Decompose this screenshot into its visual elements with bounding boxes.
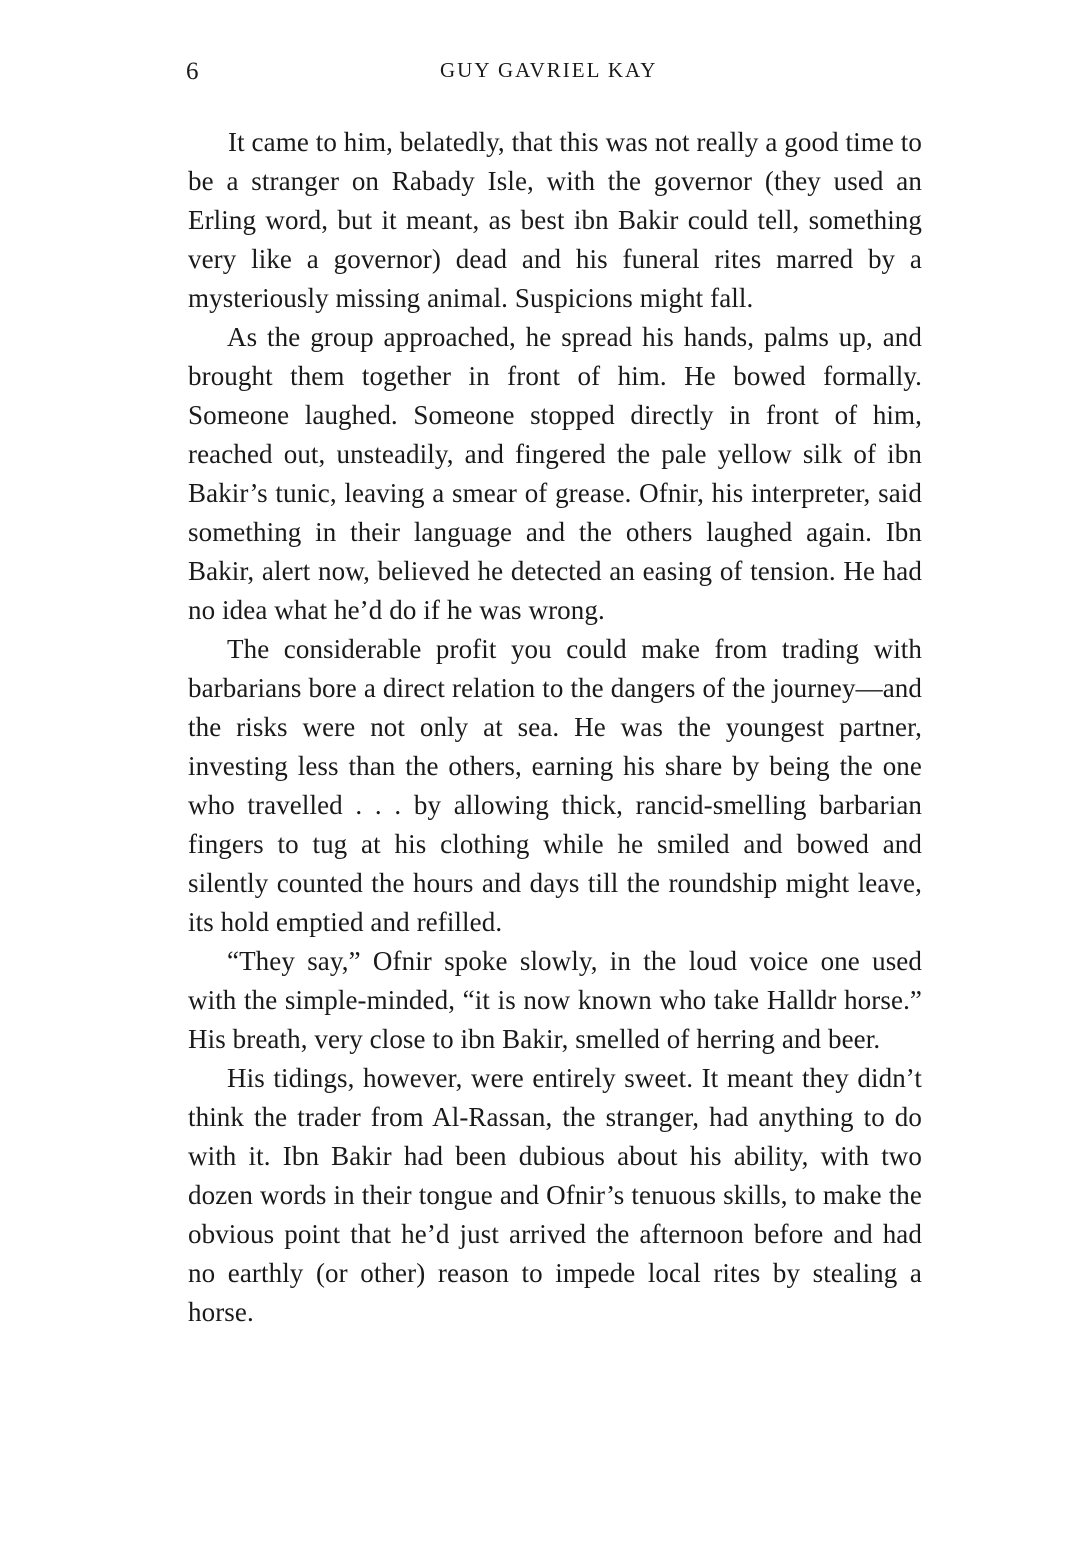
paragraph: “They say,” Ofnir spoke slowly, in the loud voice one used with the simple-minded, “it is now known who take Halldr horse.” His breath, very close to ibn Bakir, smelled of herring and beer. bbox=[188, 946, 922, 1054]
paragraph: His tidings, however, were entirely sweet. It meant they didn’t think the trader from Al-Rassan, the stranger, had anything to do with it. Ibn Bakir had been dubious about his ability, with two dozen words in their tongue and Ofnir’s tenuous skills, to make the obvious point that he’d just arrived the afternoon before and had no earthly (or other) reason to impede local rites by stealing a horse. bbox=[188, 1063, 922, 1327]
paragraph: As the group approached, he spread his hands, palms up, and brought them together in front of him. He bowed formally. Someone laughed. Someone stopped directly in front of him, reached out, unsteadily, and fingered the pale yellow silk of ibn Bakir’s tunic, leaving a smear of grease. Ofnir, his interpreter, said something in their language and the others laughed again. Ibn Bakir, alert now, believed he detected an easing of tension. He had no idea what he’d do if he was wrong. bbox=[188, 322, 922, 625]
running-head: GUY GAVRIEL KAY bbox=[440, 58, 658, 82]
body-text bbox=[188, 123, 922, 1332]
paragraph: The considerable profit you could make from trading with barbarians bore a direct relation to the dangers of the journey—and the risks were not only at sea. He was the youngest partner, investing less than the others, earning his share by being the one who travelled . . . by allowing thick, rancid-smelling barbarian fingers to tug at his clothing while he smiled and bowed and silently counted the hours and days till the roundship might leave, its hold emptied and refilled. bbox=[188, 634, 922, 937]
paragraph: It came to him, belatedly, that this was not really a good time to be a stranger on Rabady Isle, with the governor (they used an Erling word, but it meant, as best ibn Bakir could tell, something very like a governor) dead and his funeral rites marred by a mysteriously missing animal. Suspicions might fall. bbox=[188, 127, 922, 313]
page-number: 6 bbox=[186, 58, 200, 85]
